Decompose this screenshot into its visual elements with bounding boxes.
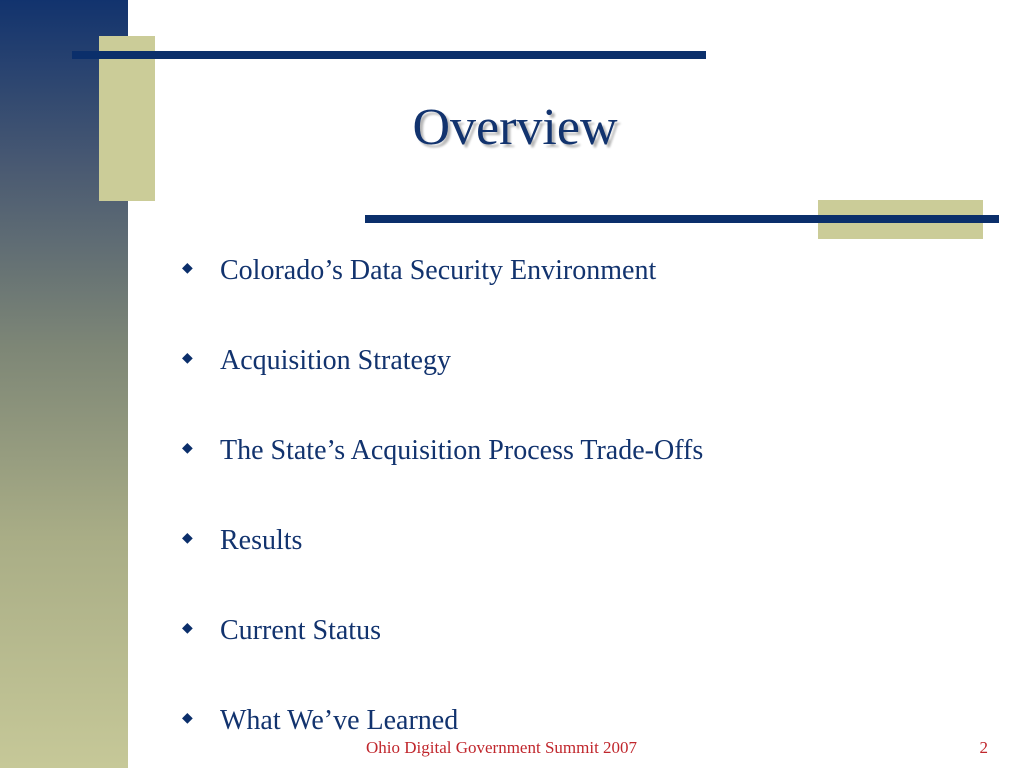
slide-title: Overview xyxy=(412,99,618,156)
title-rule-bottom xyxy=(365,215,999,223)
tan-accent-rectangle-top xyxy=(99,36,155,201)
bullet-text: Current Status xyxy=(220,615,381,646)
bullet-item xyxy=(182,226,703,316)
bullet-text: The State’s Acquisition Process Trade-Offs xyxy=(220,435,704,466)
bullet-text: Colorado’s Data Security Environment xyxy=(220,255,657,286)
page-number: 2 xyxy=(979,738,988,757)
title-rule-top xyxy=(72,51,706,59)
bullet-item xyxy=(182,316,703,406)
bullet-item xyxy=(182,586,703,676)
diamond-bullet-icon: ◆ xyxy=(182,711,193,726)
slide-footer: Ohio Digital Government Summit 2007 xyxy=(366,738,638,757)
bullet-text: Results xyxy=(220,525,303,556)
bullet-item xyxy=(182,496,703,586)
diamond-bullet-icon: ◆ xyxy=(182,261,193,276)
bullet-text: What We’ve Learned xyxy=(220,705,459,736)
diamond-bullet-icon: ◆ xyxy=(182,531,193,546)
diamond-bullet-icon: ◆ xyxy=(182,441,193,456)
bullet-list xyxy=(182,226,703,766)
bullet-item xyxy=(182,406,703,496)
bullet-text: Acquisition Strategy xyxy=(220,345,451,376)
diamond-bullet-icon: ◆ xyxy=(182,351,193,366)
diamond-bullet-icon: ◆ xyxy=(182,621,193,636)
